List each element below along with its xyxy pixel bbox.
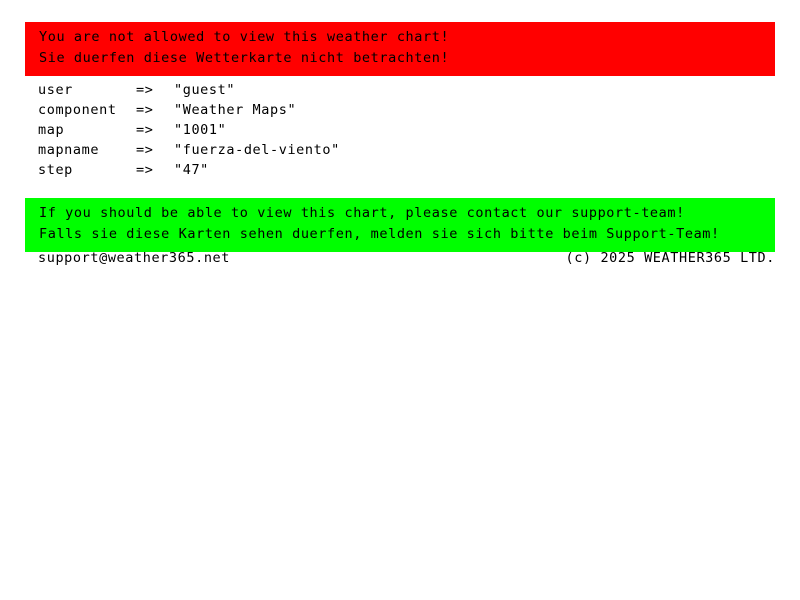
support-email-link[interactable]: support@weather365.net [38, 250, 231, 266]
error-message-de: Sie duerfen diese Wetterkarte nicht betrachten! [39, 50, 450, 66]
parameter-value: "47" [174, 162, 209, 178]
parameter-key: user [38, 82, 73, 98]
parameter-key: mapname [38, 142, 100, 158]
parameter-row-component [38, 100, 738, 120]
parameter-key: map [38, 122, 65, 138]
support-message-en: If you should be able to view this chart, please contact our support-team! [39, 205, 685, 221]
parameter-list [38, 80, 738, 180]
parameter-row-map [38, 120, 738, 140]
footer [38, 250, 775, 266]
parameter-key: step [38, 162, 73, 178]
error-banner [25, 22, 775, 76]
error-message-en: You are not allowed to view this weather chart! [39, 29, 450, 45]
parameter-row-mapname [38, 140, 738, 160]
parameter-arrow: => [136, 122, 154, 138]
support-message-de: Falls sie diese Karten sehen duerfen, melden sie sich bitte beim Support-Team! [39, 226, 720, 242]
parameter-value: "fuerza-del-viento" [174, 142, 340, 158]
parameter-arrow: => [136, 102, 154, 118]
parameter-value: "Weather Maps" [174, 102, 297, 118]
parameter-arrow: => [136, 82, 154, 98]
parameter-row-user [38, 80, 738, 100]
copyright-text: (c) 2025 WEATHER365 LTD. [565, 250, 775, 266]
parameter-value: "1001" [174, 122, 227, 138]
parameter-row-step [38, 160, 738, 180]
support-banner [25, 198, 775, 252]
parameter-arrow: => [136, 162, 154, 178]
parameter-value: "guest" [174, 82, 236, 98]
parameter-arrow: => [136, 142, 154, 158]
parameter-key: component [38, 102, 117, 118]
